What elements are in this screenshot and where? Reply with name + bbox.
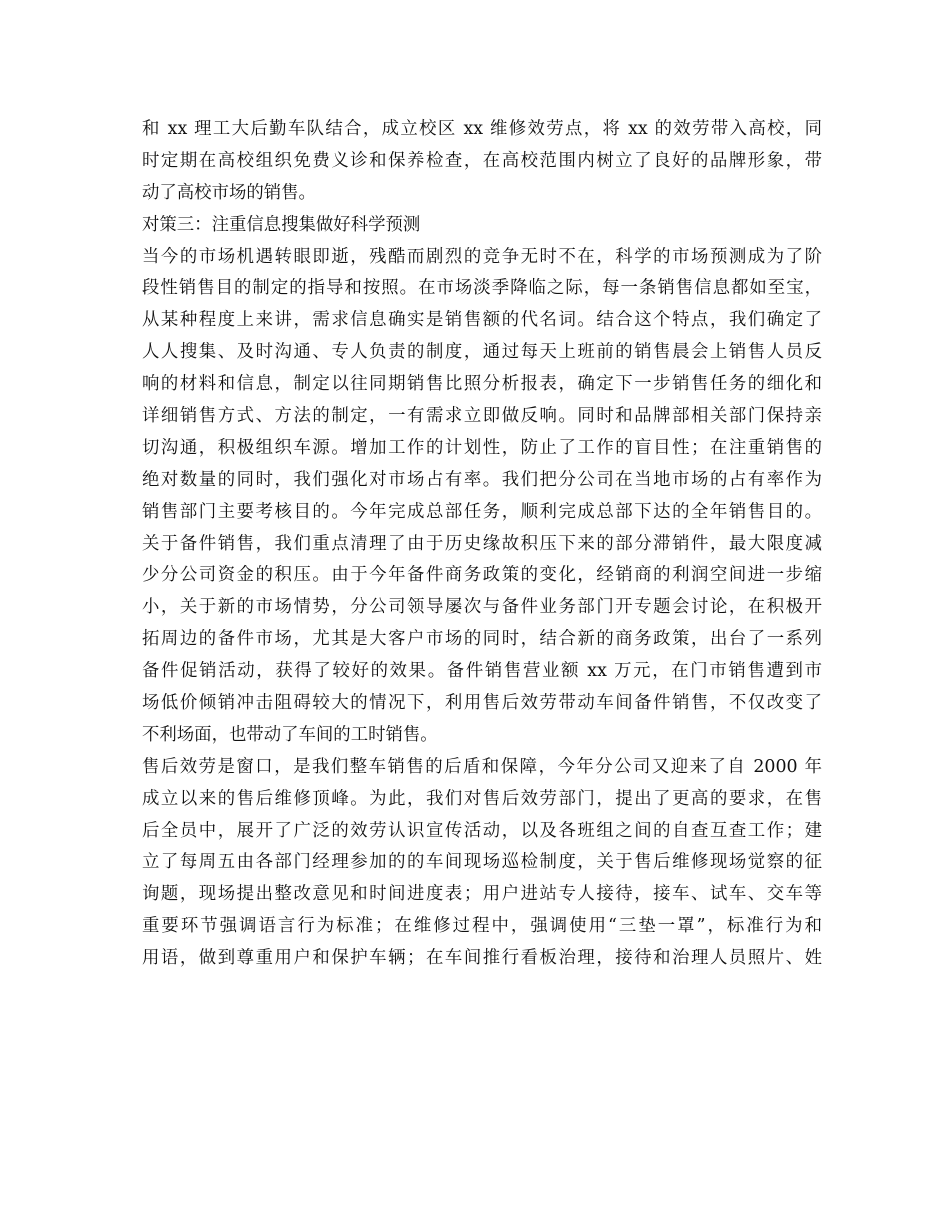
text-line: 不利场面，也带动了车间的工时销售。	[142, 724, 438, 745]
text-line: 关于备件销售，我们重点清理了由于历史缘故积压下来的部分滞销件，最大限度减	[142, 533, 822, 554]
text-line: 用语，做到尊重用户和保护车辆；在车间推行看板治理，接待和治理人员照片、姓	[142, 948, 822, 969]
text-line: 段性销售目的制定的指导和按照。在市场淡季降临之际，每一条销售信息都如至宝，	[142, 278, 822, 299]
text-line: 小，关于新的市场情势，分公司领导屡次与备件业务部门开专题会讨论，在积极开	[142, 597, 822, 618]
text-line: 拓周边的备件市场，尤其是大客户市场的同时，结合新的商务政策，出台了一系列	[142, 629, 822, 650]
text-line: 询题，现场提出整改意见和时间进度表；用户进站专人接待，接车、试车、交车等	[142, 884, 822, 905]
text-line: 销售部门主要考核目的。今年完成总部任务，顺利完成总部下达的全年销售目的。	[142, 501, 822, 522]
text-line: 少分公司资金的积压。由于今年备件商务政策的变化，经销商的利润空间进一步缩	[142, 565, 822, 586]
text-line: 详细销售方式、方法的制定，一有需求立即做反响。同时和品牌部相关部门保持亲	[142, 406, 822, 427]
text-line: 立了每周五由各部门经理参加的的车间现场巡检制度，关于售后维修现场觉察的征	[142, 852, 822, 873]
text-line: 时定期在高校组织免费义诊和保养检查，在高校范围内树立了良好的品牌形象，带	[142, 150, 822, 171]
text-line: 重要环节强调语言行为标准；在维修过程中，强调使用“三垫一罩”，标准行为和	[142, 916, 822, 937]
text-line: 响的材料和信息，制定以往同期销售比照分析报表，确定下一步销售任务的细化和	[142, 374, 822, 395]
text-line: 和 xx 理工大后勤车队结合，成立校区 xx 维修效劳点，将 xx 的效劳带入高校，同	[142, 119, 822, 139]
text-line: 切沟通，积极组织车源。增加工作的计划性，防止了工作的盲目性；在注重销售的	[142, 437, 822, 458]
document-body	[142, 114, 822, 975]
text-line: 后全员中，展开了广泛的效劳认识宣传活动，以及各班组之间的自查互查工作；建	[142, 820, 822, 841]
text-line: 对策三：注重信息搜集做好科学预测	[142, 214, 421, 235]
text-line: 场低价倾销冲击阻碍较大的情况下，利用售后效劳带动车间备件销售，不仅改变了	[142, 693, 822, 714]
text-line: 动了高校市场的销售。	[142, 182, 316, 203]
text-line: 绝对数量的同时，我们强化对市场占有率。我们把分公司在当地市场的占有率作为	[142, 469, 822, 490]
text-line: 售后效劳是窗口，是我们整车销售的后盾和保障，今年分公司又迎来了自 2000 年	[142, 756, 822, 777]
text-line: 从某种程度上来讲，需求信息确实是销售额的代名词。结合这个特点，我们确定了	[142, 310, 822, 331]
text-line: 当今的市场机遇转眼即逝，残酷而剧烈的竞争无时不在，科学的市场预测成为了阶	[142, 246, 822, 267]
text-line: 人人搜集、及时沟通、专人负责的制度，通过每天上班前的销售晨会上销售人员反	[142, 342, 822, 363]
text-line: 成立以来的售后维修顶峰。为此，我们对售后效劳部门，提出了更高的要求，在售	[142, 788, 822, 809]
text-line: 备件促销活动，获得了较好的效果。备件销售营业额 xx 万元，在门市销售遭到市	[142, 661, 822, 682]
